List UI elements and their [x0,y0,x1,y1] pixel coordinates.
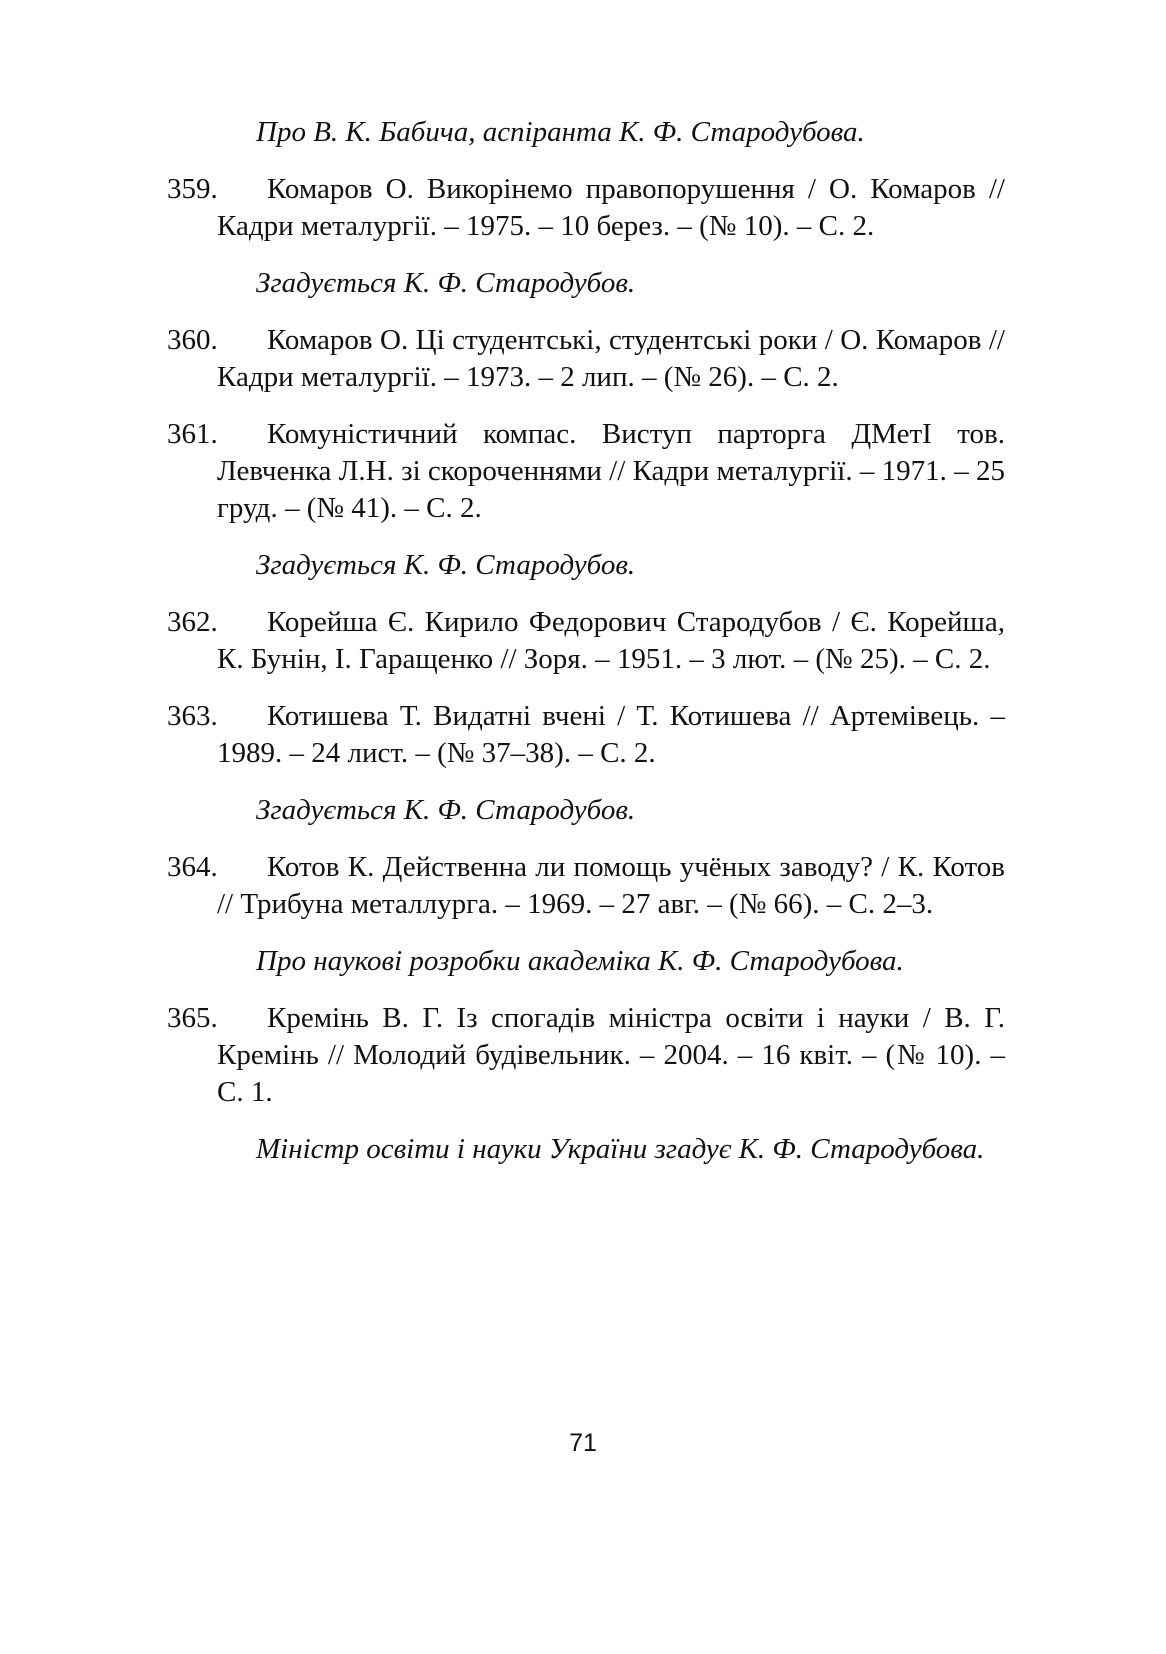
entry-citation: Кремінь В. Г. Із спогадів міністра освіти і науки / В. Г. Кремінь // Молодий будівельник. – 2004. – 16 квіт. – (№ 10). – С. 1. [217,1002,1005,1108]
annotation-359: Згадується К. Ф. Стародубов. [256,267,636,299]
page-number: 71 [569,1429,597,1457]
bibliography-list [167,114,1005,1168]
entry-citation: Комуністичний компас. Виступ парторга ДМетІ тов. Левченка Л.Н. зі скороченнями // Кадри металургії. – 1971. – 25 груд. – (№ 41). – С. 2. [217,418,1005,524]
bibliography-entry-360 [167,322,1005,396]
entry-citation: Комаров О. Викорінемо правопорушення / О. Комаров // Кадри металургії. – 1975. – 10 берез. – (№ 10). – С. 2. [217,173,1005,242]
annotation-365: Міністр освіти і науки України згадує К. Ф. Стародубова. [256,1133,985,1165]
entry-citation: Котишева Т. Видатні вчені / Т. Котишева // Артемівець. – 1989. – 24 лист. – (№ 37–38). – С. 2. [217,700,1005,769]
annotation-361: Згадується К. Ф. Стародубов. [256,549,636,581]
entry-number: 365. [167,1002,218,1034]
bibliography-entry-363 [167,698,1005,772]
entry-number: 364. [167,851,218,883]
entry-citation: Корейша Є. Кирило Федорович Стародубов / Є. Корейша, К. Бунін, І. Гаращенко // Зоря. – 1951. – 3 лют. – (№ 25). – С. 2. [217,606,1005,675]
bibliography-entry-361 [167,416,1005,527]
bibliography-entry-359 [167,171,1005,245]
annotation-363: Згадується К. Ф. Стародубов. [256,794,636,826]
bibliography-entry-365 [167,1000,1005,1111]
annotation-top: Про В. К. Бабича, аспіранта К. Ф. Стародубова. [256,116,865,148]
entry-number: 362. [167,606,218,638]
entry-number: 360. [167,324,218,356]
annotation-364: Про наукові розробки академіка К. Ф. Стародубова. [256,945,904,977]
bibliography-entry-364 [167,849,1005,923]
entry-number: 359. [167,173,218,205]
entry-citation: Комаров О. Ці студентські, студентські роки / О. Комаров // Кадри металургії. – 1973. – 2 лип. – (№ 26). – С. 2. [217,324,1005,393]
entry-number: 361. [167,418,218,450]
bibliography-entry-362 [167,604,1005,678]
entry-number: 363. [167,700,218,732]
entry-citation: Котов К. Действенна ли помощь учёных заводу? / К. Котов // Трибуна металлурга. – 1969. – 27 авг. – (№ 66). – С. 2–3. [217,851,1005,920]
